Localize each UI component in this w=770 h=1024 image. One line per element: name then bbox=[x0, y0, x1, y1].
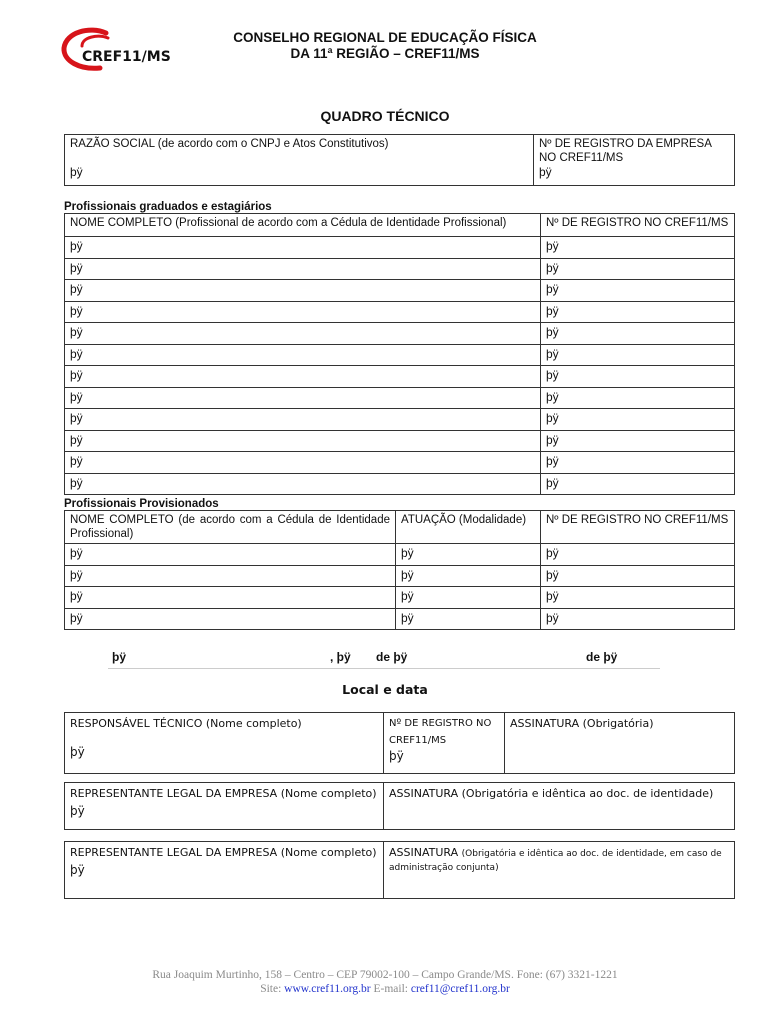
graduado-name-field[interactable]: þÿ bbox=[65, 473, 541, 495]
responsavel-signature-label: ASSINATURA (Obrigatória) bbox=[510, 717, 654, 730]
provisionado-atuacao-field[interactable]: þÿ bbox=[396, 587, 541, 609]
provisionado-atuacao-field[interactable]: þÿ bbox=[396, 565, 541, 587]
table-row bbox=[65, 344, 735, 366]
footer-contacts bbox=[0, 983, 770, 996]
provisionados-col-atuacao: ATUAÇÃO (Modalidade) bbox=[396, 511, 541, 544]
footer-address: Rua Joaquim Murtinho, 158 – Centro – CEP 79002-100 – Campo Grande/MS. Fone: (67) 3321-1221 bbox=[152, 969, 618, 981]
representante-1-name-label: REPRESENTANTE LEGAL DA EMPRESA (Nome completo) bbox=[70, 787, 377, 800]
graduados-section-title: Profissionais graduados e estagiários bbox=[64, 201, 272, 213]
graduado-name-field[interactable]: þÿ bbox=[65, 344, 541, 366]
provisionados-section-title: Profissionais Provisionados bbox=[64, 498, 219, 510]
razao-social-label: RAZÃO SOCIAL (de acordo com o CNPJ e Atos Constitutivos) bbox=[70, 138, 389, 150]
representante-2-signature-main: ASSINATURA bbox=[389, 846, 459, 859]
responsavel-reg-cell[interactable] bbox=[384, 713, 505, 774]
representante-1-name-cell[interactable] bbox=[65, 783, 384, 830]
graduado-reg-field[interactable]: þÿ bbox=[541, 280, 735, 302]
responsavel-reg-field[interactable]: þÿ bbox=[389, 749, 404, 763]
representante-2-name-label: REPRESENTANTE LEGAL DA EMPRESA (Nome completo) bbox=[70, 846, 377, 859]
graduado-reg-field[interactable]: þÿ bbox=[541, 430, 735, 452]
graduados-table bbox=[64, 213, 735, 495]
representante-1-table bbox=[64, 782, 735, 830]
table-row bbox=[65, 280, 735, 302]
table-row bbox=[65, 409, 735, 431]
provisionado-name-field[interactable]: þÿ bbox=[65, 608, 396, 630]
razao-social-field[interactable]: þÿ bbox=[70, 165, 83, 179]
graduado-name-field[interactable]: þÿ bbox=[65, 323, 541, 345]
company-table bbox=[64, 134, 735, 186]
graduado-reg-field[interactable]: þÿ bbox=[541, 301, 735, 323]
responsavel-signature-cell[interactable] bbox=[505, 713, 735, 774]
razao-social-cell[interactable] bbox=[65, 135, 534, 186]
table-row bbox=[65, 452, 735, 474]
representante-1-signature-cell[interactable] bbox=[384, 783, 735, 830]
provisionado-reg-field[interactable]: þÿ bbox=[541, 587, 735, 609]
table-row bbox=[65, 366, 735, 388]
table-row bbox=[65, 473, 735, 495]
footer-email-link[interactable]: cref11@cref11.org.br bbox=[410, 983, 510, 995]
graduado-reg-field[interactable]: þÿ bbox=[541, 366, 735, 388]
header-line-2: DA 11ª REGIÃO – CREF11/MS bbox=[290, 46, 480, 61]
graduado-name-field[interactable]: þÿ bbox=[65, 409, 541, 431]
provisionado-atuacao-field[interactable]: þÿ bbox=[396, 544, 541, 566]
graduado-name-field[interactable]: þÿ bbox=[65, 258, 541, 280]
footer-email-label: E-mail: bbox=[373, 983, 408, 995]
table-row bbox=[65, 323, 735, 345]
responsavel-reg-label: Nº DE REGISTRO NO CREF11/MS bbox=[389, 718, 492, 746]
table-row bbox=[65, 544, 735, 566]
graduado-name-field[interactable]: þÿ bbox=[65, 452, 541, 474]
table-row bbox=[65, 608, 735, 630]
provisionado-reg-field[interactable]: þÿ bbox=[541, 608, 735, 630]
table-row bbox=[65, 301, 735, 323]
representante-2-name-cell[interactable] bbox=[65, 842, 384, 899]
graduado-name-field[interactable]: þÿ bbox=[65, 430, 541, 452]
graduados-col-reg: Nº DE REGISTRO NO CREF11/MS bbox=[541, 214, 735, 237]
logo-text: CREF11/MS bbox=[82, 49, 171, 65]
responsavel-table bbox=[64, 712, 735, 774]
provisionado-name-field[interactable]: þÿ bbox=[65, 565, 396, 587]
graduados-col-name: NOME COMPLETO (Profissional de acordo com a Cédula de Identidade Profissional) bbox=[65, 214, 541, 237]
responsavel-name-label: RESPONSÁVEL TÉCNICO (Nome completo) bbox=[70, 717, 302, 730]
date-line bbox=[108, 648, 660, 669]
provisionados-table bbox=[64, 510, 735, 630]
footer-site-label: Site: bbox=[260, 983, 282, 995]
table-row bbox=[65, 387, 735, 409]
month-field[interactable]: de þÿ bbox=[376, 650, 408, 664]
graduado-name-field[interactable]: þÿ bbox=[65, 280, 541, 302]
header-line-1: CONSELHO REGIONAL DE EDUCAÇÃO FÍSICA bbox=[233, 30, 537, 45]
representante-2-signature-cell[interactable] bbox=[384, 842, 735, 899]
registro-empresa-cell[interactable] bbox=[534, 135, 735, 186]
registro-empresa-label: Nº DE REGISTRO DA EMPRESA NO CREF11/MS bbox=[539, 138, 712, 164]
representante-2-signature-label bbox=[389, 844, 729, 874]
local-field[interactable]: þÿ bbox=[112, 650, 127, 664]
provisionado-atuacao-field[interactable]: þÿ bbox=[396, 608, 541, 630]
graduado-reg-field[interactable]: þÿ bbox=[541, 344, 735, 366]
responsavel-name-field[interactable]: þÿ bbox=[70, 745, 85, 759]
graduado-name-field[interactable]: þÿ bbox=[65, 387, 541, 409]
graduado-reg-field[interactable]: þÿ bbox=[541, 323, 735, 345]
graduado-name-field[interactable]: þÿ bbox=[65, 366, 541, 388]
registro-empresa-field[interactable]: þÿ bbox=[539, 165, 552, 179]
representante-2-table bbox=[64, 841, 735, 899]
day-field[interactable]: , þÿ bbox=[330, 650, 351, 664]
year-field[interactable]: de þÿ bbox=[586, 650, 618, 664]
page-title: QUADRO TÉCNICO bbox=[320, 108, 450, 124]
representante-1-name-field[interactable]: þÿ bbox=[70, 804, 85, 818]
table-row bbox=[65, 587, 735, 609]
graduado-name-field[interactable]: þÿ bbox=[65, 237, 541, 259]
graduado-reg-field[interactable]: þÿ bbox=[541, 258, 735, 280]
footer-site-link[interactable]: www.cref11.org.br bbox=[284, 983, 371, 995]
graduado-reg-field[interactable]: þÿ bbox=[541, 409, 735, 431]
graduado-reg-field[interactable]: þÿ bbox=[541, 452, 735, 474]
graduado-reg-field[interactable]: þÿ bbox=[541, 237, 735, 259]
table-row bbox=[65, 430, 735, 452]
cref-logo bbox=[60, 24, 200, 74]
provisionados-col-name: NOME COMPLETO (de acordo com a Cédula de Identidade Profissional) bbox=[65, 511, 396, 544]
provisionados-col-reg: Nº DE REGISTRO NO CREF11/MS bbox=[541, 511, 735, 544]
representante-1-signature-label: ASSINATURA (Obrigatória e idêntica ao doc. de identidade) bbox=[389, 787, 714, 800]
provisionado-reg-field[interactable]: þÿ bbox=[541, 565, 735, 587]
table-row bbox=[65, 237, 735, 259]
provisionado-name-field[interactable]: þÿ bbox=[65, 587, 396, 609]
responsavel-name-cell[interactable] bbox=[65, 713, 384, 774]
provisionado-reg-field[interactable]: þÿ bbox=[541, 544, 735, 566]
local-e-data-label: Local e data bbox=[342, 682, 428, 697]
graduado-reg-field[interactable]: þÿ bbox=[541, 473, 735, 495]
table-row bbox=[65, 565, 735, 587]
representante-2-signature-note: (Obrigatória e idêntica ao doc. de identidade, em caso de administração conjunta) bbox=[389, 849, 722, 873]
graduado-reg-field[interactable]: þÿ bbox=[541, 387, 735, 409]
representante-2-name-field[interactable]: þÿ bbox=[70, 863, 85, 877]
provisionado-name-field[interactable]: þÿ bbox=[65, 544, 396, 566]
table-row bbox=[65, 258, 735, 280]
graduado-name-field[interactable]: þÿ bbox=[65, 301, 541, 323]
